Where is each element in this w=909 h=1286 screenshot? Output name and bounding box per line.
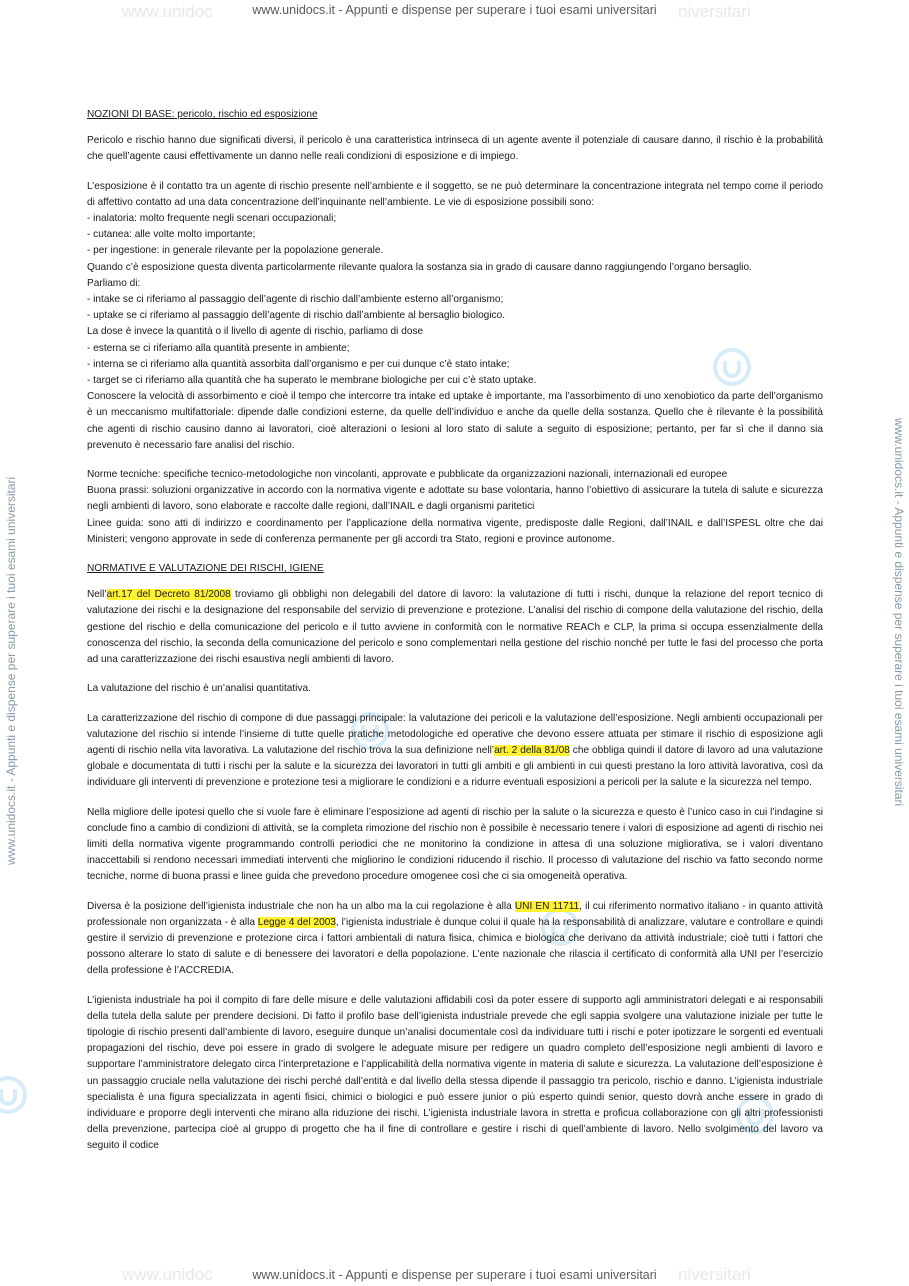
text-run: troviamo gli obblighi non delegabili del datore di lavoro: la valutazione di tutti i rischi, dunque la relazione del report tecnico di valutazione dei rischi e la designazione del responsabile del servizio di prevenzione e protezione. L’analisi del rischio di compone della valutazione del rischio, della gestione del rischio e della comunicazione del pericolo e il tutto avviene in conformità con le normative REACh e CLP, la prima si occupa essenzialmente della conoscenza del rischio, la seconda della comunicazione del pericolo e sono complementari nella gestione del rischio nonché per tutte le fasi del processo che porta ad una caratterizzazione dei rischi esaustiva negli ambienti di lavoro. (87, 589, 823, 666)
ghost-watermark-bottom-left: www.unidoc (122, 1265, 213, 1284)
highlight-legge-4: Legge 4 del 2003 (257, 916, 336, 928)
list-item: - cutanea: alle volte molto importante; (87, 229, 256, 241)
text-run: Diversa è la posizione dell’igienista industriale che non ha un albo ma la cui regolazione è alla (87, 900, 515, 912)
list-item: - esterna se ci riferiamo alla quantità presente in ambiente; (87, 342, 350, 354)
section-title-normative: NORMATIVE E VALUTAZIONE DEI RISCHI, IGIENE (87, 563, 324, 575)
paragraph-compiti-igienista: L’igienista industriale ha poi il compito di fare delle misure e delle valutazioni affidabili così da poter essere di supporto agli amministratori delegati e ai responsabili della tutela della salute per prendere decisioni. Di fatto il profilo base dell’igienista industriale prevede che egli sappia svolgere una valutazione iniziale per tutte le tipologie di rischio presenti dall’ambiente di lavoro, eseguire dunque un’analisi documentale così da individuare tutti i rischi e poter ipotizzare le sorgenti ed eventuali propagazioni del rischio, deve poi essere in grado di svolgere le adeguate misure per redigere un quadro completo dell’esposizione negli ambienti di lavoro e supportare l’amministratore delegato circa l’interpretazione e l’applicabilità della normativa vigente in materia di salute e sicurezza. La valutazione dell’esposizione è un passaggio cruciale nella valutazione dei rischi perché dall’entità e dal livello della stessa dipende il passaggio tra pericolo, rischio e danno. L’igienista industriale specialista è una figura specializzata in agenti fisici, chimici o biologici e può essere junior o più esperto quindi senior, questo dovrà anche essere in grado di individuare e proporre degli interventi che mirano alla riduzione dei rischi. L’igienista industriale lavora in stretta e proficua collaborazione con gli altri professionisti della prevenzione, partecipa cioè al gruppo di progetto che ha il fine di controllare e gestire i rischi di quell’ambiente di lavoro. Nello svolgimento del lavoro va seguito il codice (87, 994, 823, 1152)
footer-watermark: www.unidocs.it - Appunti e dispense per superare i tuoi esami universitari (252, 1268, 657, 1282)
text-line: La dose è invece la quantità o il livello di agente di rischio, parliamo di dose (87, 326, 424, 338)
text-line: L’esposizione è il contatto tra un agente di rischio presente nell’ambiente e il soggetto, se ne può determinare la concentrazione integrata nel tempo come il periodo di affettivo contatto ad una data concentrazione dell’inquinante nell’ambiente. Le vie di esposizione possibili sono: (87, 180, 823, 208)
side-watermark-left: www.unidocs.it - Appunti e dispense per superare i tuoi esami universitari (4, 476, 18, 865)
ghost-watermark-top-right: niversitari (678, 2, 751, 21)
text-run: , il cui riferimento normativo italiano - in quanto attività professionale non organizzata - è alla (87, 900, 823, 928)
list-item: - interna se ci riferiamo alla quantità assorbita dall’organismo e per cui dunque c’è stato intake; (87, 358, 510, 370)
text-run: Nell’ (87, 589, 107, 601)
list-item: - per ingestione: in generale rilevante per la popolazione generale. (87, 245, 384, 257)
definition-linee-guida: Linee guida: sono atti di indirizzo e coordinamento per l’applicazione della normativa vigente, predisposte dalle Regioni, dall’INAIL e dall’ISPESL oltre che dai Ministeri; vengono approvate in sede di conferenza permanente per gli accordi tra Stato, regioni e province autonome. (87, 517, 823, 545)
text-run: La caratterizzazione del rischio di compone di due passaggi principale: la valutazione dei pericoli e la valutazione dell’esposizione. Negli ambienti occupazionali per valutazione del rischio si intende l’insieme di tutte quelle pratiche metodologiche ed operative che devono essere attuata per stimare il rischio di esposizione agli agenti di rischio nella vita lavorativa. La valutazione del rischio trova la sua definizione nell’ (87, 712, 823, 756)
paragraph-pericolo-rischio: Pericolo e rischio hanno due significati diversi, il pericolo è una caratteristica intrinseca di un agente avente il potenziale di causare danno, il rischio è la probabilità che quell’agente causi effettivamente un danno nelle reali condizioni di esposizione e di impiego. (87, 135, 823, 163)
definition-buona-prassi: Buona prassi: soluzioni organizzative in accordo con la normativa vigente e adottate su base volontaria, hanno l’obiettivo di assicurare la tutela di salute e sicurezza negli ambienti di lavoro, sono elaborate e raccolte dalle regioni, dall’INAIL e dagli organismi paritetici (87, 485, 823, 513)
definition-norme-tecniche: Norme tecniche: specifiche tecnico-metodologiche non vincolanti, approvate e pubblicate da organizzazioni nazionali, internazionali ed europee (87, 469, 728, 481)
paragraph-definizioni (87, 467, 823, 548)
paragraph-art17 (87, 587, 823, 668)
paragraph-migliore-ipotesi: Nella migliore delle ipotesi quello che si vuole fare è eliminare l’esposizione ad agenti di rischio per la salute o la sicurezza e questo è l’unico caso in cui l’indagine si conclude fino a cambio di condizioni di attività, se la completa rimozione del rischio non è possibile è necessario tenere i valori di esposizione ad agenti di rischio nei limiti della normativa vigente programmando controlli periodici che ne monitorino la condizione in attesa di una soluzione migliorativa, se i valori diventano inaccettabili si rendono necessari immediati interventi che migliorino le condizioni riducendo il rischio. Il processo di valutazione del rischio va fatto secondo norme tecniche, norme di buona prassi e linee guida che prevedono procedure omogenee così che ci sia omogeneità operativa. (87, 806, 823, 883)
text-line: Quando c’è esposizione questa diventa particolarmente rilevante qualora la sostanza sia in grado di causare danno raggiungendo l’organo bersaglio. (87, 261, 752, 273)
paragraph-valutazione-quantitativa: La valutazione del rischio è un’analisi quantitativa. (87, 683, 311, 695)
ghost-watermark-top-left: www.unidoc (122, 2, 213, 21)
list-item: - intake se ci riferiamo al passaggio dell’agente di rischio dall’ambiente esterno all’organismo; (87, 294, 504, 306)
text-line: Parliamo di: (87, 277, 141, 289)
unidocs-logo-icon (0, 1075, 28, 1115)
list-item: - uptake se ci riferiamo al passaggio dell’agente di rischio dall’ambiente al bersaglio biologico. (87, 310, 506, 322)
paragraph-igienista (87, 899, 823, 980)
highlight-uni-en: UNI EN 11711 (514, 900, 580, 912)
paragraph-esposizione (87, 179, 823, 454)
highlight-art2: art. 2 della 81/08 (494, 744, 570, 756)
list-item: - inalatoria: molto frequente negli scenari occupazionali; (87, 213, 337, 225)
header-watermark: www.unidocs.it - Appunti e dispense per superare i tuoi esami universitari (252, 3, 657, 17)
ghost-watermark-bottom-right: niversitari (678, 1265, 751, 1284)
text-run: che obbliga quindi il datore di lavoro ad una valutazione globale e documentata di tutti i rischi per la salute e la sicurezza dei lavoratori in tutti gli ambiti e gli ambienti in cui questi prestano la loro attività lavorativa, così da individuare gli interventi di prevenzione e protezione tesi a migliorare le condizioni e a ridurre eventuali esposizioni a pericoli per la salute e la sicurezza nel tempo. (87, 744, 823, 789)
paragraph-caratterizzazione (87, 711, 823, 792)
section-title-nozioni: NOZIONI DI BASE: pericolo, rischio ed esposizione (87, 109, 318, 120)
side-watermark-right: www.unidocs.it - Appunti e dispense per superare i tuoi esami universitari (892, 418, 906, 807)
list-item: - target se ci riferiamo alla quantità che ha superato le membrane biologiche per cui c’è stato uptake. (87, 375, 537, 387)
text-line: Conoscere la velocità di assorbimento e cioè il tempo che intercorre tra intake ed uptake è importante, ma l’assorbimento di uno xenobiotico da parte dell’organismo è un meccanismo multifattoriale: dipende dalle condizioni esterne, da quelle dell’individuo e anche da quelle della sostanza. Quello che è rilevante è la possibilità che agenti di rischio causino danno ai lavoratori, cioè alterazioni o lesioni al loro stato di salute a seguito di esposizione; pertanto, per far sì che il danno sia prevenuto è necessario fare analisi del rischio. (87, 391, 823, 451)
highlight-art17: art.17 del Decreto 81/2008 (106, 589, 231, 601)
text-run: , l’igienista industriale è dunque colui il quale ha la responsabilità di analizzare, valutare e controllare e quindi gestire il servizio di prevenzione e protezione circa i fattori ambientali di natura fisica, chimica e biologica che derivano da attività industriale; cioè tutti i fattori che possono alterare lo stato di salute e di benessere dei lavoratori e della popolazione. L’ente nazionale che rilascia il certificato di conformità alla UNI per l’esercizio della professione è l’ACCREDIA. (87, 916, 823, 977)
document-body (87, 107, 823, 1168)
